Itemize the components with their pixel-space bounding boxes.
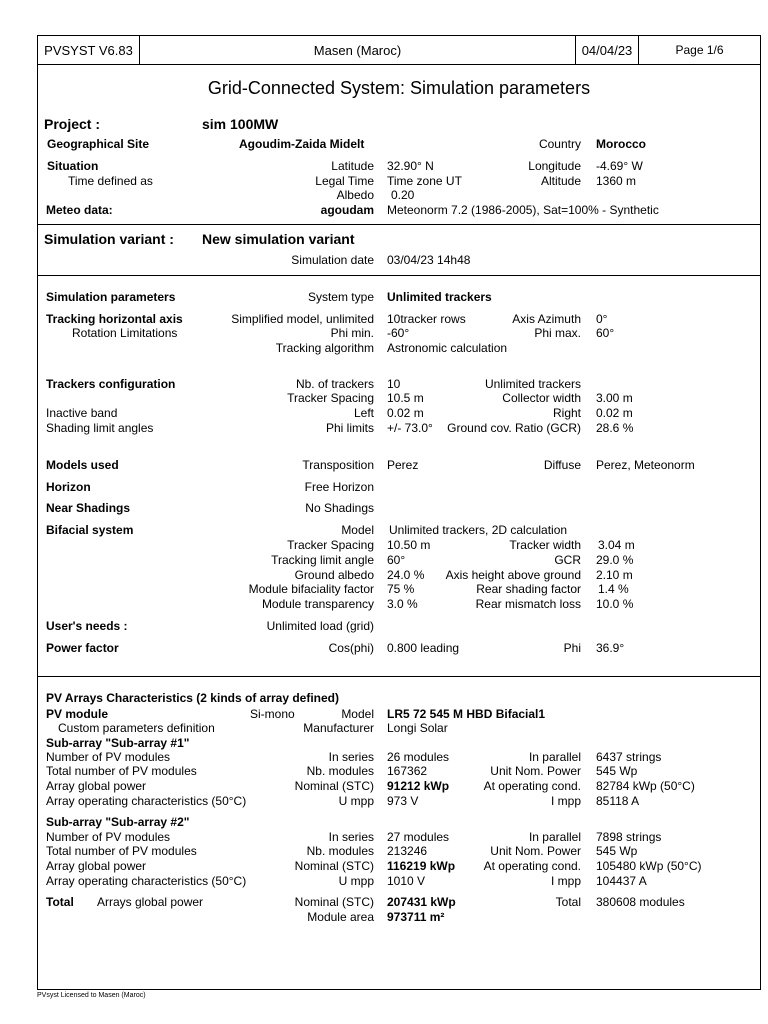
longitude-value: -4.69° W bbox=[596, 159, 643, 173]
axis-azimuth-value: 0° bbox=[596, 312, 608, 326]
collector-width-value: 3.00 m bbox=[596, 391, 633, 405]
tracking-model-label: Simplified model, unlimited bbox=[231, 312, 374, 326]
unlimited-trackers: Unlimited trackers bbox=[484, 377, 581, 391]
divider-variant bbox=[37, 224, 761, 225]
bif-limit-value: 60° bbox=[387, 553, 406, 567]
right-label: Right bbox=[552, 406, 581, 420]
tracker-spacing-label: Tracker Spacing bbox=[287, 391, 374, 405]
cosphi-label: Cos(phi) bbox=[328, 641, 374, 655]
bif-axis-height-label: Axis height above ground bbox=[445, 568, 581, 582]
sub2-impp-value: 104437 A bbox=[596, 874, 647, 888]
bif-bifaciality-label: Module bifaciality factor bbox=[248, 582, 374, 596]
divider-arrays bbox=[37, 676, 761, 677]
sub1-parallel-value: 6437 strings bbox=[596, 750, 662, 764]
nb-trackers-label: Nb. of trackers bbox=[295, 377, 374, 391]
bifacial-label: Bifacial system bbox=[46, 523, 134, 537]
left-label: Left bbox=[353, 406, 374, 420]
diffuse-label: Diffuse bbox=[543, 458, 581, 472]
gcr-value: 28.6 % bbox=[596, 421, 634, 435]
sub2-impp-label: I mpp bbox=[550, 874, 581, 888]
total-modules-value: 380608 modules bbox=[596, 895, 685, 909]
sub2-total-label: Total number of PV modules bbox=[46, 844, 197, 858]
bif-width-value: 3.04 m bbox=[598, 538, 635, 552]
bif-rear-shading-label: Rear shading factor bbox=[476, 582, 581, 596]
divider-params bbox=[37, 275, 761, 276]
variant-label: Simulation variant : bbox=[44, 231, 174, 247]
horizon-label: Horizon bbox=[46, 480, 91, 494]
sub2-parallel-label: In parallel bbox=[528, 830, 581, 844]
sub2-series-label: In series bbox=[328, 830, 374, 844]
diffuse-value: Perez, Meteonorm bbox=[596, 458, 695, 472]
inactive-band-label: Inactive band bbox=[46, 406, 118, 420]
bif-transparency-label: Module transparency bbox=[261, 597, 374, 611]
tracker-spacing-value: 10.5 m bbox=[387, 391, 424, 405]
right-value: 0.02 m bbox=[596, 406, 633, 420]
manufacturer-value: Longi Solar bbox=[387, 721, 448, 735]
sub2-series-value: 27 modules bbox=[387, 830, 450, 844]
sub1-global-label: Array global power bbox=[46, 779, 147, 793]
sub2-unit-power-label: Unit Nom. Power bbox=[490, 844, 581, 858]
sub1-umpp-value: 973 V bbox=[387, 794, 419, 808]
sub1-nb-value: 167362 bbox=[387, 764, 428, 778]
pv-model-value: LR5 72 545 M HBD Bifacial1 bbox=[387, 707, 546, 721]
altitude-value: 1360 m bbox=[596, 174, 637, 188]
bif-spacing-label: Tracker Spacing bbox=[287, 538, 374, 552]
algorithm-label: Tracking algorithm bbox=[275, 341, 374, 355]
sub2-nb-modules-label: Number of PV modules bbox=[46, 830, 171, 844]
module-area-value: 973711 m² bbox=[387, 910, 445, 924]
pv-module-tech: Si-mono bbox=[250, 707, 295, 721]
nb-trackers-value: 10 bbox=[387, 377, 401, 391]
bif-gcr-label: GCR bbox=[554, 553, 581, 567]
total-modules-label: Total bbox=[555, 895, 581, 909]
module-area-label: Module area bbox=[307, 910, 374, 924]
pv-model-label: Model bbox=[341, 707, 374, 721]
pv-module-label: PV module bbox=[46, 707, 109, 721]
report-date: 04/04/23 bbox=[581, 42, 633, 58]
sub2-char-label: Array operating characteristics (50°C) bbox=[46, 874, 247, 888]
bif-mismatch-label: Rear mismatch loss bbox=[475, 597, 581, 611]
bif-width-label: Tracker width bbox=[509, 538, 581, 552]
sub2-title: Sub-array "Sub-array #2" bbox=[46, 815, 190, 829]
legal-time-value: Time zone UT bbox=[387, 174, 462, 188]
needs-value: Unlimited load (grid) bbox=[266, 619, 374, 633]
sub1-parallel-label: In parallel bbox=[528, 750, 581, 764]
manufacturer-label: Manufacturer bbox=[303, 721, 374, 735]
sub2-nb-label: Nb. modules bbox=[306, 844, 374, 858]
sub1-unit-power-value: 545 Wp bbox=[596, 764, 638, 778]
date-cell bbox=[575, 35, 639, 65]
phi-min-value: -60° bbox=[387, 326, 410, 340]
system-type-label: System type bbox=[307, 290, 374, 304]
bif-albedo-label: Ground albedo bbox=[294, 568, 374, 582]
page-number: Page 1/6 bbox=[675, 43, 724, 57]
albedo-value: 0.20 bbox=[391, 188, 415, 202]
sim-date-value: 03/04/23 14h48 bbox=[387, 253, 471, 267]
variant-name: New simulation variant bbox=[202, 231, 355, 247]
bif-bifaciality-value: 75 % bbox=[387, 582, 415, 596]
sub1-char-label: Array operating characteristics (50°C) bbox=[46, 794, 247, 808]
situation-label: Situation bbox=[47, 159, 99, 173]
albedo-label: Albedo bbox=[336, 188, 374, 202]
altitude-label: Altitude bbox=[540, 174, 581, 188]
bif-spacing-value: 10.50 m bbox=[387, 538, 431, 552]
rotation-label: Rotation Limitations bbox=[72, 326, 178, 340]
sub1-unit-power-label: Unit Nom. Power bbox=[490, 764, 581, 778]
phi-limits-label: Phi limits bbox=[325, 421, 374, 435]
phi-max-label: Phi max. bbox=[534, 326, 581, 340]
sub2-global-label: Array global power bbox=[46, 859, 147, 873]
phi-value: 36.9° bbox=[596, 641, 625, 655]
page-title: Grid-Connected System: Simulation parameters bbox=[207, 78, 591, 98]
trackers-label: Trackers configuration bbox=[46, 377, 176, 391]
software-name: PVSYST V6.83 bbox=[44, 42, 133, 58]
transposition-label: Transposition bbox=[302, 458, 374, 472]
phi-max-value: 60° bbox=[596, 326, 615, 340]
sim-params-label: Simulation parameters bbox=[46, 290, 176, 304]
geo-label: Geographical Site bbox=[47, 137, 150, 151]
cosphi-value: 0.800 leading bbox=[387, 641, 460, 655]
sub1-series-label: In series bbox=[328, 750, 374, 764]
project-label: Project : bbox=[44, 116, 101, 132]
bif-limit-label: Tracking limit angle bbox=[271, 553, 374, 567]
pv-arrays-label: PV Arrays Characteristics (2 kinds of array defined) bbox=[46, 691, 340, 705]
total-label: Total bbox=[46, 895, 74, 909]
legal-time-label: Legal Time bbox=[315, 174, 374, 188]
sub1-operating-value: 82784 kWp (50°C) bbox=[596, 779, 695, 793]
tracking-label: Tracking horizontal axis bbox=[46, 312, 183, 326]
sub1-operating-label: At operating cond. bbox=[483, 779, 581, 793]
bif-gcr-value: 29.0 % bbox=[596, 553, 634, 567]
license-footer: PVsyst Licensed to Masen (Maroc) bbox=[37, 992, 146, 999]
time-label: Time defined as bbox=[68, 174, 153, 188]
axis-azimuth-label: Axis Azimuth bbox=[512, 312, 581, 326]
software-cell bbox=[37, 35, 140, 65]
transposition-value: Perez bbox=[387, 458, 419, 472]
sub1-impp-value: 85118 A bbox=[596, 794, 640, 808]
country-value: Morocco bbox=[596, 137, 647, 151]
needs-label: User's needs : bbox=[46, 619, 128, 633]
sub1-nb-label: Nb. modules bbox=[306, 764, 374, 778]
bif-axis-height-value: 2.10 m bbox=[596, 568, 633, 582]
sub2-nominal-value: 116219 kWp bbox=[387, 859, 456, 873]
page-cell bbox=[638, 35, 761, 65]
algorithm-value: Astronomic calculation bbox=[387, 341, 508, 355]
left-value: 0.02 m bbox=[387, 406, 424, 420]
sub1-series-value: 26 modules bbox=[387, 750, 450, 764]
meteo-value: Meteonorm 7.2 (1986-2005), Sat=100% - Synthetic bbox=[387, 203, 659, 217]
bif-albedo-value: 24.0 % bbox=[387, 568, 425, 582]
project-name: sim 100MW bbox=[202, 116, 279, 132]
sub2-unit-power-value: 545 Wp bbox=[596, 844, 638, 858]
sub1-nb-modules-label: Number of PV modules bbox=[46, 750, 171, 764]
sub1-umpp-label: U mpp bbox=[338, 794, 374, 808]
custom-params-label: Custom parameters definition bbox=[58, 721, 215, 735]
power-factor-label: Power factor bbox=[46, 641, 119, 655]
models-label: Models used bbox=[46, 458, 119, 472]
total-nominal-value: 207431 kWp bbox=[387, 895, 456, 909]
longitude-label: Longitude bbox=[528, 159, 581, 173]
sub2-operating-label: At operating cond. bbox=[483, 859, 581, 873]
sub2-nb-value: 213246 bbox=[387, 844, 428, 858]
near-shadings-label: Near Shadings bbox=[46, 501, 131, 515]
bifacial-model-value: Unlimited trackers, 2D calculation bbox=[389, 523, 568, 537]
sub2-parallel-value: 7898 strings bbox=[596, 830, 662, 844]
meteo-name: agoudam bbox=[320, 203, 374, 217]
geo-value: Agoudim-Zaida Midelt bbox=[239, 137, 365, 151]
country-label: Country bbox=[538, 137, 581, 151]
phi-min-label: Phi min. bbox=[330, 326, 374, 340]
latitude-value: 32.90° N bbox=[387, 159, 434, 173]
system-type-value: Unlimited trackers bbox=[387, 290, 492, 304]
project-site: Masen (Maroc) bbox=[313, 42, 402, 58]
sub2-nominal-label: Nominal (STC) bbox=[294, 859, 374, 873]
sub1-impp-label: I mpp bbox=[550, 794, 581, 808]
sub1-nominal-label: Nominal (STC) bbox=[294, 779, 374, 793]
sub2-umpp-label: U mpp bbox=[338, 874, 374, 888]
sim-date-label: Simulation date bbox=[291, 253, 374, 267]
bif-rear-shading-value: 1.4 % bbox=[598, 582, 629, 596]
project-site-cell bbox=[139, 35, 576, 65]
bif-transparency-value: 3.0 % bbox=[387, 597, 418, 611]
bifacial-model-label: Model bbox=[341, 523, 374, 537]
phi-label: Phi bbox=[563, 641, 581, 655]
tracking-model-value: 10tracker rows bbox=[387, 312, 466, 326]
latitude-label: Latitude bbox=[331, 159, 374, 173]
sub1-nominal-value: 91212 kWp bbox=[387, 779, 450, 793]
bif-mismatch-value: 10.0 % bbox=[596, 597, 634, 611]
phi-limits-value: +/- 73.0° bbox=[387, 421, 433, 435]
sub2-umpp-value: 1010 V bbox=[387, 874, 426, 888]
sub1-total-label: Total number of PV modules bbox=[46, 764, 197, 778]
near-shadings-value: No Shadings bbox=[305, 501, 374, 515]
gcr-label: Ground cov. Ratio (GCR) bbox=[447, 421, 581, 435]
arrays-global-label: Arrays global power bbox=[97, 895, 204, 909]
meteo-label: Meteo data: bbox=[46, 203, 113, 217]
sub2-operating-value: 105480 kWp (50°C) bbox=[596, 859, 702, 873]
total-nominal-label: Nominal (STC) bbox=[294, 895, 374, 909]
sub1-title: Sub-array "Sub-array #1" bbox=[46, 736, 190, 750]
collector-width-label: Collector width bbox=[502, 391, 581, 405]
horizon-value: Free Horizon bbox=[304, 480, 374, 494]
shading-limit-label: Shading limit angles bbox=[46, 421, 154, 435]
